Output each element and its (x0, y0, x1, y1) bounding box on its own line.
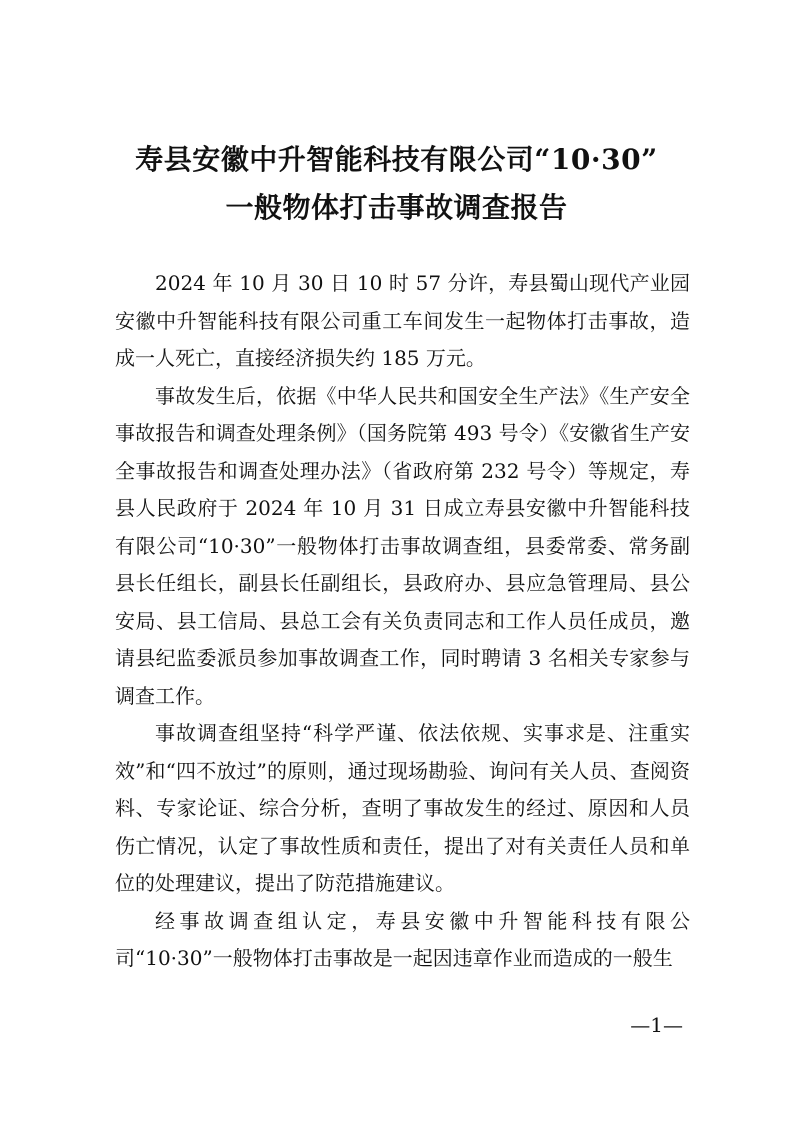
paragraph-conclusion: 经事故调查组认定，寿县安徽中升智能科技有限公司“10·30”一般物体打击事故是一起因违章作业而造成的一般生 (115, 908, 690, 970)
report-title-line-1: 寿县安徽中升智能科技有限公司“10·30” (135, 143, 658, 176)
paragraph-investigation-setup: 事故发生后，依据《中华人民共和国安全生产法》《生产安全事故报告和调查处理条例》（国务院第 493 号令）《安徽省生产安全事故报告和调查处理办法》（省政府第 232 号令）等规定，寿县人民政府于 2024 年 10 月 31 日成立寿县安徽中升智能科技有限公司“10·30”一般物体打击事故调查组，县委常委、常务副县长任组长，副县长任副组长，县政府办、县应急管理局、县公安局、县工信局、县总工会有关负责同志和工作人员任成员，邀请县纪监委派员参加事故调查工作，同时聘请 3 名相关专家参与调查工作。 (115, 383, 690, 708)
paragraph-incident-summary: 2024 年 10 月 30 日 10 时 57 分许，寿县蜀山现代产业园安徽中升智能科技有限公司重工车间发生一起物体打击事故，造成一人死亡，直接经济损失约 185 万元。 (115, 271, 690, 370)
report-body (115, 265, 690, 978)
page-number: —1— (630, 1013, 683, 1037)
report-title-line-2: 一般物体打击事故调查报告 (225, 191, 568, 224)
paragraph-investigation-principles: 事故调查组坚持“科学严谨、依法依规、实事求是、注重实效”和“四不放过”的原则，通过现场勘验、询问有关人员、查阅资料、专家论证、综合分析，查明了事故发生的经过、原因和人员伤亡情况，认定了事故性质和责任，提出了对有关责任人员和单位的处理建议，提出了防范措施建议。 (115, 721, 690, 895)
